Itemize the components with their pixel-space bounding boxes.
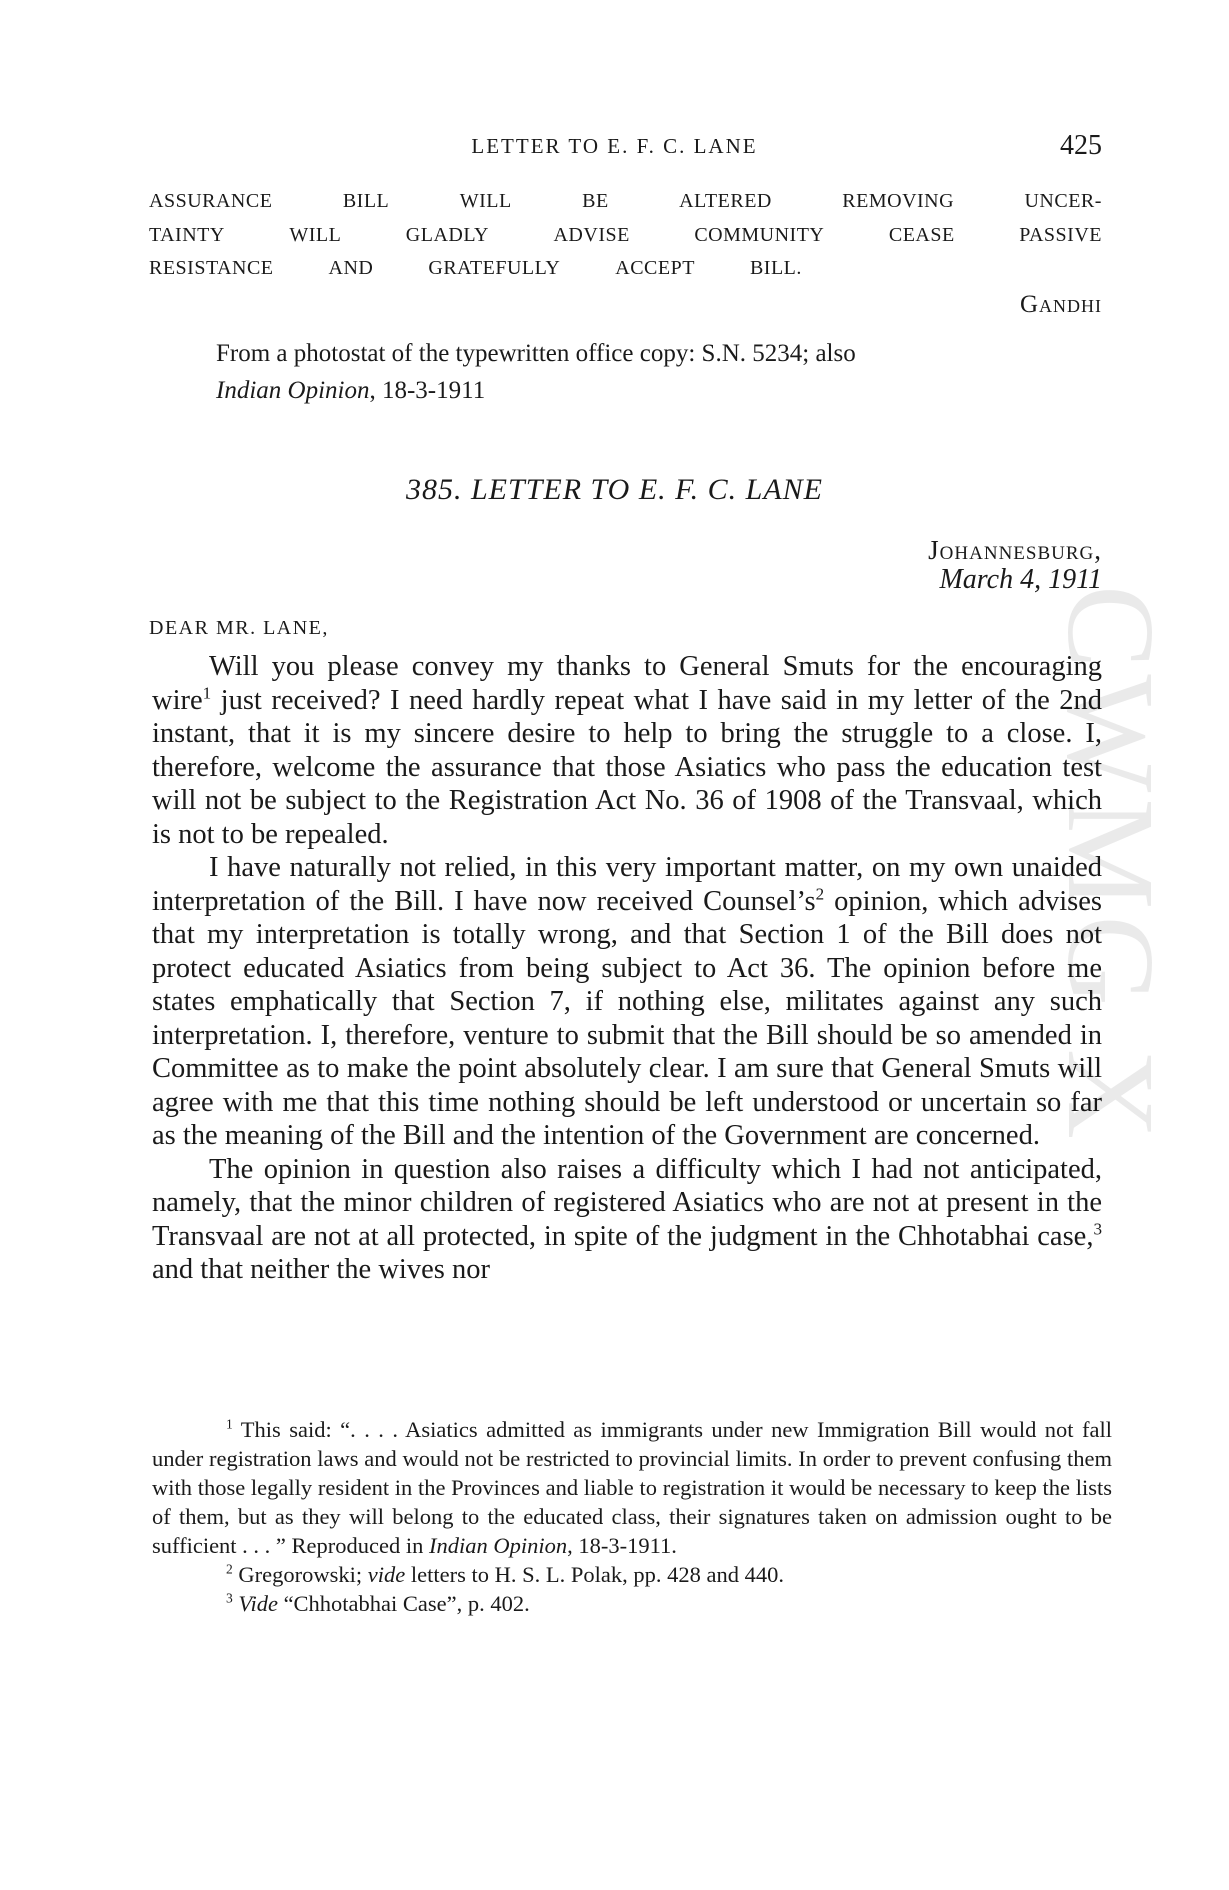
telegram-word: REMOVING	[842, 190, 955, 212]
footnote-ref: 2	[815, 884, 825, 903]
source-line: From a photostat of the typewritten office copy: S.N. 5234; also	[216, 340, 856, 367]
paragraph	[152, 650, 1102, 851]
footnote-number: 1	[226, 1416, 233, 1432]
telegram-word: WILL	[459, 190, 512, 212]
telegram-word: UNCER-	[1024, 190, 1102, 212]
telegram-word: RESISTANCE	[149, 257, 274, 279]
signature: Gandhi	[1019, 291, 1102, 318]
footnote-vide: vide	[367, 1562, 406, 1587]
document-title: 385. LETTER TO E. F. C. LANE	[406, 473, 823, 506]
footnote-vide: Vide	[238, 1591, 278, 1616]
telegram-word: AND	[328, 257, 374, 279]
salutation: DEAR MR. LANE,	[149, 617, 329, 639]
footnote-number: 3	[226, 1590, 233, 1606]
letter-body	[152, 650, 1102, 1287]
letter-place: Johannesburg,	[928, 535, 1102, 565]
svg-text:CWMG X: CWMG X	[1041, 585, 1179, 1146]
paragraph	[152, 851, 1102, 1153]
source-note	[216, 335, 856, 409]
publication-title: Indian Opinion	[216, 377, 370, 404]
paragraph-text: just received? I need hardly repeat what I have said in my letter of the 2nd instant, that it is my sincere desire to help to bring the struggle to a close. I, therefore, welcome the assurance that those Asiatics who pass the education test will not be subject to the Registration Act No. 36 of 1908 of the Transvaal, which is not to be repealed.	[152, 684, 1102, 850]
footnotes	[152, 1415, 1112, 1618]
footnote-text: letters to H. S. L. Polak, pp. 428 and 440.	[405, 1562, 784, 1587]
telegram-word: ACCEPT	[615, 257, 695, 279]
footnote-number: 2	[226, 1561, 233, 1577]
footnote-ref: 1	[202, 683, 212, 702]
footnote-publication: Indian Opinion	[429, 1533, 568, 1558]
telegram-word: TAINTY	[149, 224, 225, 246]
telegram-word: ALTERED	[679, 190, 772, 212]
footnote-3	[152, 1589, 1112, 1618]
paragraph-text: The opinion in question also raises a difficulty which I had not anticipated, namely, that the minor children of registered Asiatics who are not at present in the Transvaal are not at all protected, in spite of the judgment in the Chhotabhai case,	[152, 1153, 1102, 1252]
footnote-text: “Chhotabhai Case”, p. 402.	[277, 1591, 530, 1616]
telegram-word: WILL	[289, 224, 342, 246]
footnote-text: Gregorowski;	[232, 1562, 368, 1587]
letter-date: March 4, 1911	[939, 564, 1102, 595]
footnote-ref: 3	[1093, 1219, 1102, 1238]
footnote-text: , 18-3-1911.	[567, 1533, 677, 1558]
watermark	[1014, 585, 1204, 1315]
telegram-word: GLADLY	[405, 224, 489, 246]
publication-date: , 18-3-1911	[369, 377, 486, 404]
footnote-text: This said: “. . . . Asiatics admitted as immigrants under new Immigration Bill would not fall under registration laws and would not be restricted to provincial limits. In order to prevent confusing them with those legally resident in the Provinces and liable to registration it would be necessary to keep the lists of them, but as they will belong to the educated class, their signatures taken on admission ought to be sufficient . . . ” Reproduced in	[152, 1417, 1112, 1558]
paragraph-text: I have naturally not relied, in this very important matter, on my own unaided interpretation of the Bill. I have now received Counsel’s	[152, 852, 1102, 917]
footnote-2	[152, 1560, 1112, 1589]
telegram-word: CEASE	[888, 224, 955, 246]
telegram-word: ADVISE	[553, 224, 630, 246]
paragraph-text: and that neither the wives nor	[152, 1254, 490, 1285]
telegram-word: GRATEFULLY	[428, 257, 561, 279]
telegram-line-2	[149, 224, 1102, 247]
source-publication-line	[216, 372, 856, 409]
telegram-word: BILL.	[749, 257, 802, 279]
telegram-word: BE	[582, 190, 609, 212]
paragraph-text: opinion, which advises that my interpretation is totally wrong, and that Section 1 of the Bill does not protect educated Asiatics from being subject to Act 36. The opinion before me states emphatically that Section 7, if nothing else, militates against any such interpretation. I, therefore, venture to submit that the Bill should be so amended in Committee as to make the point absolutely clear. I am sure that General Smuts will agree with me that this time nothing should be left understood or uncertain so far as the meaning of the Bill and the intention of the Government are concerned.	[152, 885, 1102, 1151]
telegram-word: PASSIVE	[1019, 224, 1102, 246]
page-number: 425	[1060, 130, 1102, 161]
telegram-word: BILL	[342, 190, 390, 212]
footnote-1	[152, 1415, 1112, 1560]
running-head: LETTER TO E. F. C. LANE	[471, 134, 758, 158]
paragraph	[152, 1153, 1102, 1287]
telegram-line-1	[149, 190, 1102, 213]
telegram-line-3	[149, 257, 1102, 280]
telegram-word: ASSURANCE	[149, 190, 273, 212]
paragraph-text: Will you please convey my thanks to General Smuts for the encouraging wire	[152, 651, 1102, 716]
telegram-word: COMMUNITY	[694, 224, 825, 246]
